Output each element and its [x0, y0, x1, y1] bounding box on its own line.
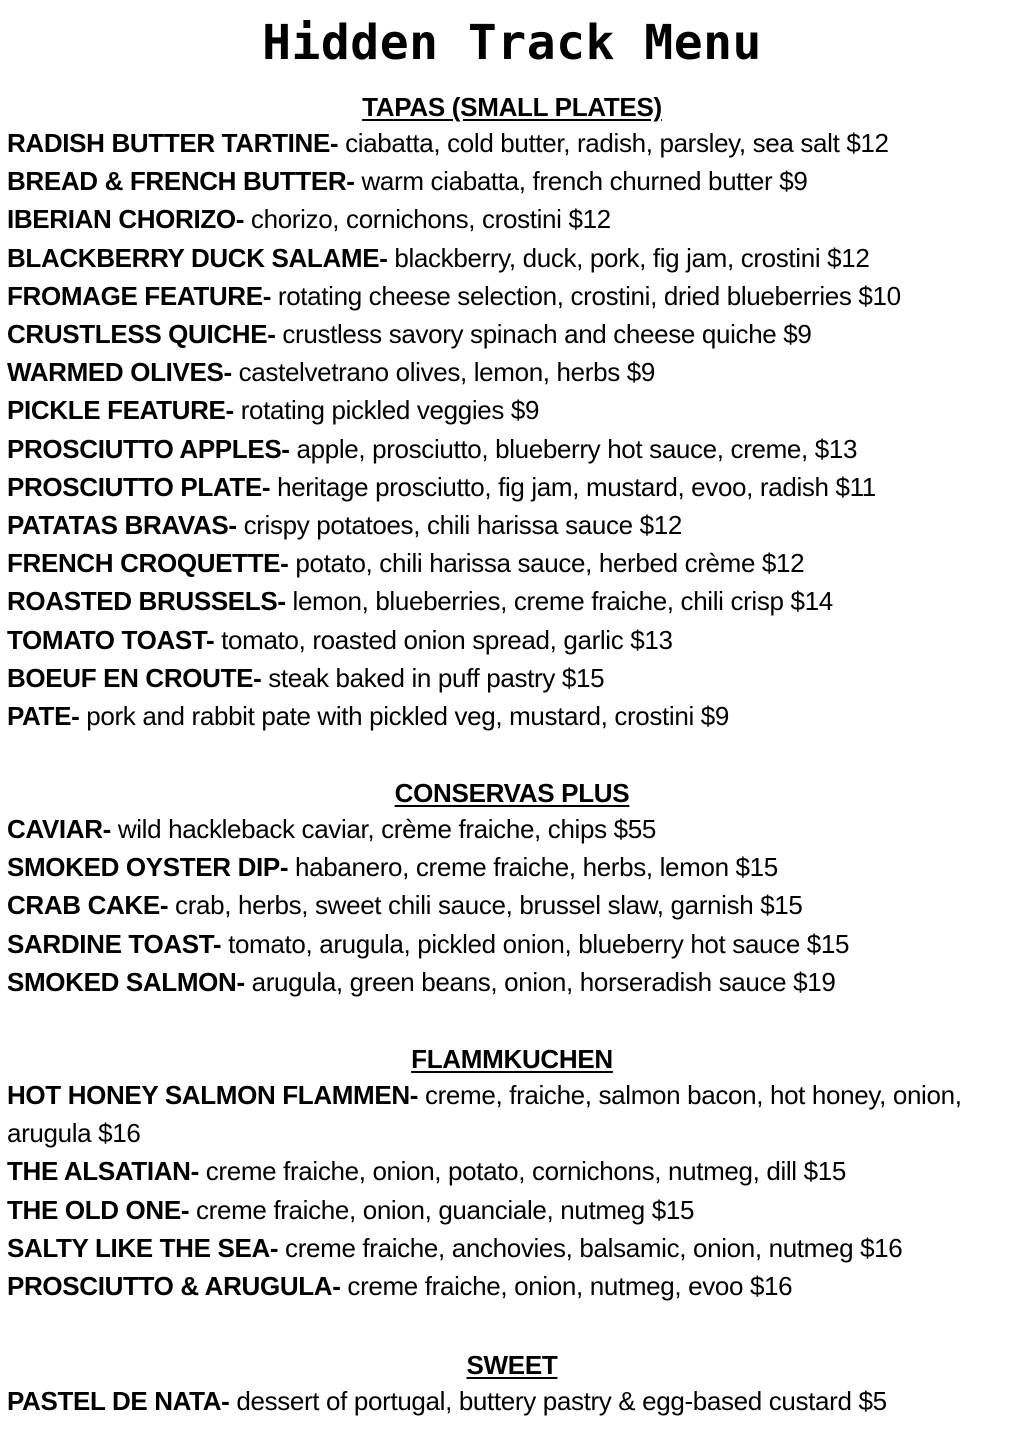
- item-description: wild hackleback caviar, crème fraiche, chips $55: [110, 814, 656, 844]
- menu-item: [0, 621, 1024, 659]
- item-name: PROSCIUTTO APPLES-: [7, 433, 290, 464]
- menu-item: [0, 239, 1024, 277]
- menu-item: [0, 963, 1024, 1001]
- section-sweet: [0, 1348, 1024, 1420]
- menu-item: [0, 162, 1024, 200]
- item-name: SALTY LIKE THE SEA-: [7, 1232, 279, 1263]
- item-name: IBERIAN CHORIZO-: [7, 204, 245, 235]
- menu-title: Hidden Track Menu: [262, 15, 762, 71]
- menu-item: [0, 659, 1024, 697]
- item-name: ROASTED BRUSSELS-: [7, 586, 286, 617]
- section-heading: TAPAS (SMALL PLATES): [362, 92, 662, 122]
- section-conservas-plus: [0, 776, 1024, 1001]
- menu-item: [0, 1191, 1024, 1229]
- item-name: SARDINE TOAST-: [7, 928, 222, 959]
- menu-item-list: [0, 124, 1024, 735]
- item-description: tomato, arugula, pickled onion, blueberry hot sauce $15: [221, 928, 850, 959]
- item-description: ciabatta, cold butter, radish, parsley, sea salt $12: [338, 128, 889, 158]
- item-name: BLACKBERRY DUCK SALAME-: [7, 242, 388, 273]
- item-name: THE ALSATIAN-: [7, 1156, 199, 1187]
- menu-item: [0, 1152, 1024, 1190]
- item-name: PATATAS BRAVAS-: [7, 510, 237, 541]
- item-description: habanero, creme fraiche, herbs, lemon $15: [288, 852, 778, 883]
- menu-item: [0, 848, 1024, 886]
- item-description: crispy potatoes, chili harissa sauce $12: [236, 510, 682, 541]
- item-description: tomato, roasted onion spread, garlic $13: [214, 624, 673, 655]
- item-description: steak baked in puff pastry $15: [261, 662, 605, 693]
- menu-item: [0, 1229, 1024, 1267]
- menu-item-list: [0, 810, 1024, 1001]
- section-tapas: [0, 90, 1024, 735]
- item-description: blackberry, duck, pork, fig jam, crostini $12: [387, 242, 870, 273]
- section-heading: FLAMMKUCHEN: [411, 1044, 613, 1074]
- section-heading: CONSERVAS PLUS: [394, 778, 630, 808]
- menu-item: [0, 506, 1024, 544]
- item-description: creme fraiche, onion, guanciale, nutmeg $15: [189, 1194, 695, 1225]
- item-name: BOEUF EN CROUTE-: [7, 662, 262, 693]
- item-description: creme fraiche, anchovies, balsamic, onion, nutmeg $16: [278, 1232, 903, 1263]
- item-description: creme fraiche, onion, potato, cornichons, nutmeg, dill $15: [198, 1156, 846, 1187]
- item-description: rotating pickled veggies $9: [233, 395, 540, 426]
- item-description: apple, prosciutto, blueberry hot sauce, creme, $13: [289, 433, 858, 464]
- section-heading: SWEET: [466, 1350, 558, 1380]
- menu-item: [0, 277, 1024, 315]
- menu-item: [0, 315, 1024, 353]
- item-description: pork and rabbit pate with pickled veg, mustard, crostini $9: [79, 701, 729, 732]
- menu-item: [0, 886, 1024, 924]
- item-name: CRUSTLESS QUICHE-: [7, 319, 276, 350]
- menu-item: [0, 544, 1024, 582]
- item-description: castelvetrano olives, lemon, herbs $9: [231, 357, 655, 388]
- item-name: SMOKED SALMON-: [7, 966, 245, 997]
- item-name: FROMAGE FEATURE-: [7, 280, 272, 311]
- item-name: PROSCIUTTO & ARUGULA-: [7, 1271, 341, 1302]
- menu-item: [0, 468, 1024, 506]
- item-name: TOMATO TOAST-: [7, 624, 215, 655]
- item-description: potato, chili harissa sauce, herbed crème $12: [288, 548, 805, 579]
- item-name: CRAB CAKE-: [7, 890, 169, 921]
- item-name: WARMED OLIVES-: [7, 357, 232, 388]
- item-description: lemon, blueberries, creme fraiche, chili crisp $14: [285, 586, 833, 617]
- item-name: PATE-: [7, 701, 80, 732]
- menu-item: [0, 200, 1024, 238]
- menu-item: [0, 925, 1024, 963]
- item-description: crustless savory spinach and cheese quiche $9: [275, 319, 812, 350]
- menu-item: [0, 697, 1024, 735]
- menu-item: [0, 391, 1024, 429]
- item-name: BREAD & FRENCH BUTTER-: [7, 166, 355, 197]
- menu-item-list: [0, 1382, 1024, 1420]
- menu-item: [0, 353, 1024, 391]
- item-description: creme fraiche, onion, nutmeg, evoo $16: [340, 1271, 793, 1302]
- item-name: PICKLE FEATURE-: [7, 395, 234, 426]
- menu-item: [0, 1267, 1024, 1305]
- section-flammkuchen: [0, 1042, 1024, 1305]
- item-description: chorizo, cornichons, crostini $12: [244, 204, 611, 235]
- menu-item: [0, 582, 1024, 620]
- menu-item: [0, 430, 1024, 468]
- menu-item: [0, 1382, 1024, 1420]
- item-name: THE OLD ONE-: [7, 1194, 190, 1225]
- menu-item: [0, 810, 1024, 848]
- item-description: creme, fraiche, salmon bacon, hot honey, onion, arugula $16: [7, 1080, 962, 1149]
- item-description: dessert of portugal, buttery pastry & egg-based custard $5: [229, 1386, 887, 1416]
- menu-item: [0, 124, 1024, 162]
- menu-item: [0, 1076, 1024, 1152]
- item-description: rotating cheese selection, crostini, dried blueberries $10: [271, 280, 901, 311]
- item-name: SMOKED OYSTER DIP-: [7, 852, 289, 883]
- item-description: crab, herbs, sweet chili sauce, brussel slaw, garnish $15: [168, 890, 803, 921]
- item-name: PROSCIUTTO PLATE-: [7, 471, 271, 502]
- item-name: FRENCH CROQUETTE-: [7, 548, 289, 579]
- item-description: warm ciabatta, french churned butter $9: [354, 166, 808, 197]
- item-name: PASTEL DE NATA-: [7, 1386, 230, 1416]
- item-description: arugula, green beans, onion, horseradish sauce $19: [244, 966, 836, 997]
- item-name: HOT HONEY SALMON FLAMMEN-: [7, 1080, 419, 1110]
- item-name: CAVIAR-: [7, 814, 111, 844]
- menu-item-list: [0, 1076, 1024, 1305]
- item-name: RADISH BUTTER TARTINE-: [7, 128, 339, 158]
- item-description: heritage prosciutto, fig jam, mustard, evoo, radish $11: [270, 471, 876, 502]
